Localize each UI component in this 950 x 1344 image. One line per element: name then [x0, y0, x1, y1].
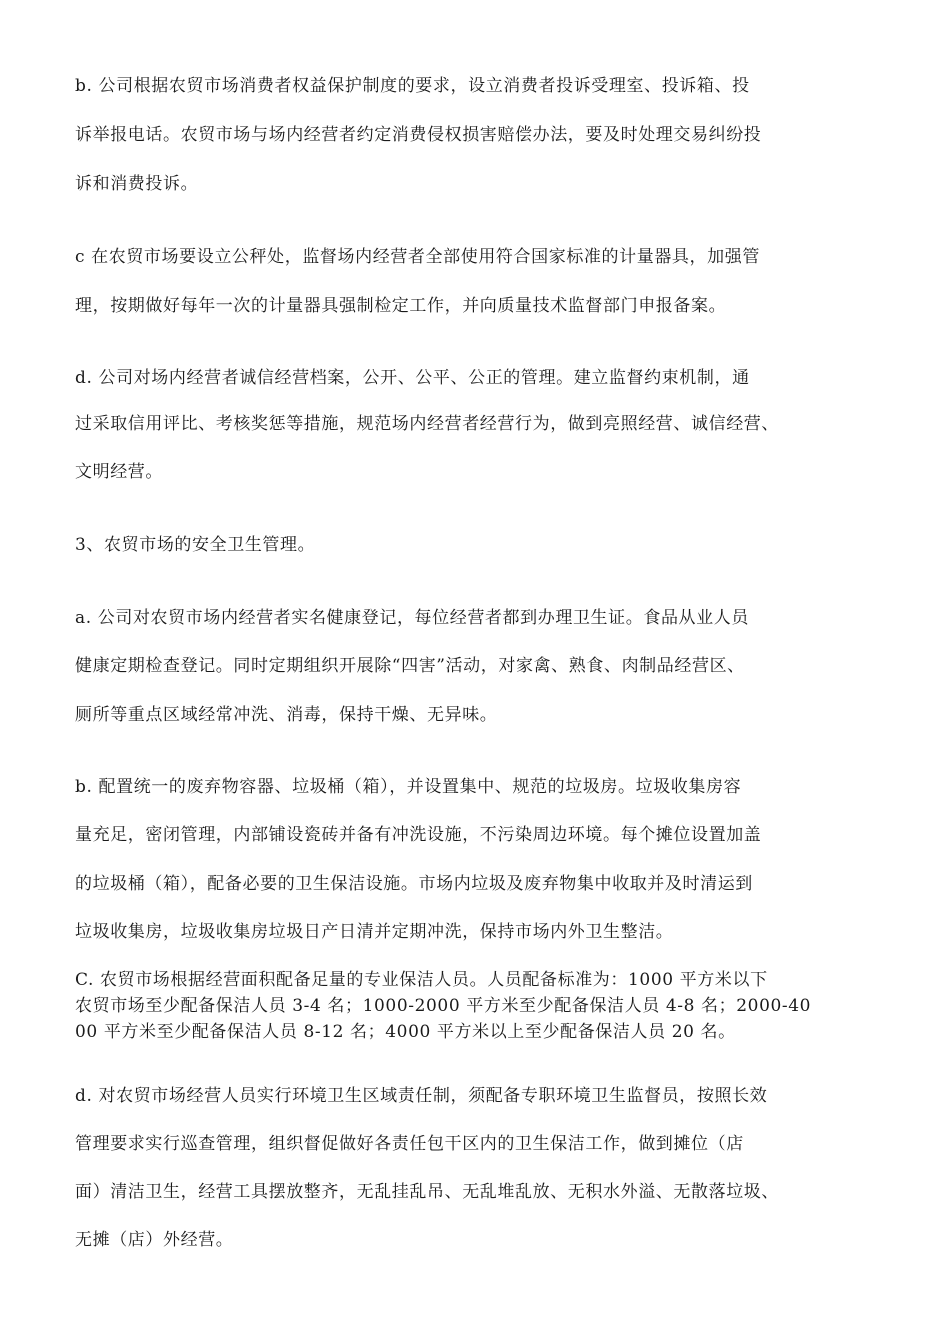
text-line: 无摊（店）外经营。 — [75, 1230, 234, 1250]
text-line: 健康定期检查登记。同时定期组织开展除“四害”活动，对家禽、熟食、肉制品经营区、 — [75, 656, 745, 676]
text-line: 厕所等重点区域经常冲洗、消毒，保持干燥、无异味。 — [75, 705, 498, 725]
text-line: 诉和消费投诉。 — [75, 174, 199, 194]
text-line: d. 公司对场内经营者诚信经营档案，公开、公平、公正的管理。建立监督约束机制，通 — [75, 368, 750, 388]
section-heading: 3、农贸市场的安全卫生管理。 — [75, 535, 316, 555]
text-line: 管理要求实行巡查管理，组织督促做好各责任包干区内的卫生保洁工作，做到摊位（店 — [75, 1134, 744, 1154]
text-line: 垃圾收集房，垃圾收集房垃圾日产日清并定期冲洗，保持市场内外卫生整洁。 — [75, 922, 674, 942]
text-line: d. 对农贸市场经营人员实行环境卫生区域责任制，须配备专职环境卫生监督员，按照长效 — [75, 1086, 768, 1106]
text-line: C. 农贸市场根据经营面积配备足量的专业保洁人员。人员配备标准为：1000 平方米以下 — [75, 970, 768, 990]
text-line: 的垃圾桶（箱），配备必要的卫生保洁设施。市场内垃圾及废弃物集中收取并及时清运到 — [75, 874, 753, 894]
text-line: 农贸市场至少配备保洁人员 3-4 名；1000-2000 平方米至少配备保洁人员 4-8 名；2000-40 — [75, 996, 812, 1016]
text-line: a. 公司对农贸市场内经营者实名健康登记，每位经营者都到办理卫生证。食品从业人员 — [75, 608, 749, 628]
text-line: 面）清洁卫生，经营工具摆放整齐，无乱挂乱吊、无乱堆乱放、无积水外溢、无散落垃圾、 — [75, 1182, 779, 1202]
text-line: 过采取信用评比、考核奖惩等措施，规范场内经营者经营行为，做到亮照经营、诚信经营、 — [75, 414, 779, 434]
text-line: 诉举报电话。农贸市场与场内经营者约定消费侵权损害赔偿办法，要及时处理交易纠纷投 — [75, 125, 762, 145]
text-line: 理，按期做好每年一次的计量器具强制检定工作，并向质量技术监督部门申报备案。 — [75, 296, 727, 316]
text-line: 量充足，密闭管理，内部铺设瓷砖并备有冲洗设施，不污染周边环境。每个摊位设置加盖 — [75, 825, 762, 845]
text-line: 00 平方米至少配备保洁人员 8-12 名；4000 平方米以上至少配备保洁人员 20 名。 — [75, 1022, 736, 1042]
text-line: b. 配置统一的废弃物容器、垃圾桶（箱），并设置集中、规范的垃圾房。垃圾收集房容 — [75, 777, 742, 797]
text-line: 文明经营。 — [75, 462, 163, 482]
text-line: c 在农贸市场要设立公秤处，监督场内经营者全部使用符合国家标准的计量器具，加强管 — [75, 247, 760, 267]
text-line: b. 公司根据农贸市场消费者权益保护制度的要求，设立消费者投诉受理室、投诉箱、投 — [75, 76, 750, 96]
